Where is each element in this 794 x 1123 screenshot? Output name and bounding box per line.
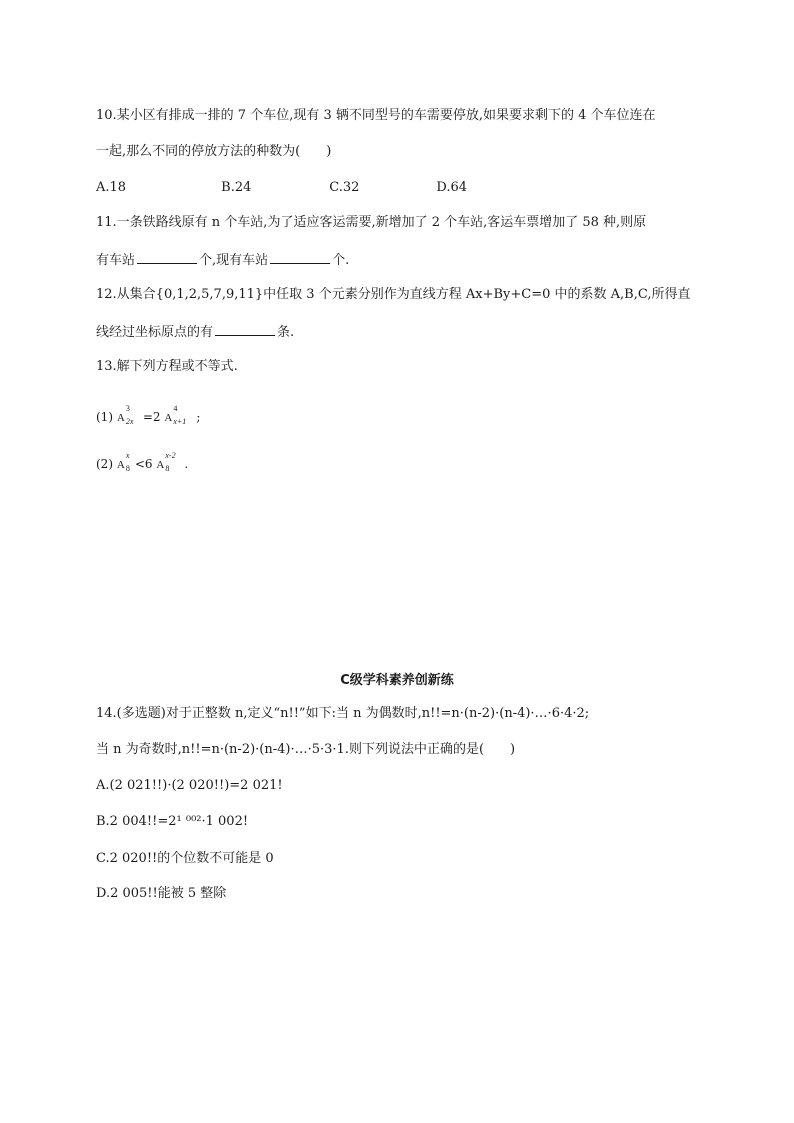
q13-p2-perm1-sup: x — [125, 451, 130, 460]
q14-option-d: D.2 005!!能被 5 整除 — [96, 886, 227, 901]
q11-text-a: 有车站 — [96, 253, 136, 268]
q13-part2 — [96, 451, 189, 473]
q13-p1-perm2-sub: x+1 — [173, 417, 187, 426]
q12-line2 — [96, 323, 294, 341]
q13-p1-label: (1) — [96, 410, 113, 424]
q13-p2-mid: <6 — [134, 457, 153, 471]
q10-option-a: A.18 — [96, 180, 127, 195]
q14-option-b: B.2 004!!=2¹ ⁰⁰²·1 002! — [96, 814, 249, 829]
q13-p1-mid: =2 — [142, 410, 161, 424]
q13-stem: 13.解下列方程或不等式. — [96, 359, 238, 374]
q11-line1: 11.一条铁路线原有 n 个车站,为了适应客运需要,新增加了 2 个车站,客运车票增加了 58 种,则原 — [96, 215, 647, 230]
q13-p1-perm1-letter: A — [116, 412, 125, 424]
q10-option-b: B.24 — [221, 180, 252, 195]
q10-line2: 一起,那么不同的停放方法的种数为( ) — [96, 144, 332, 159]
q14-option-c: C.2 020!!的个位数不可能是 0 — [96, 851, 274, 866]
q14-line2: 当 n 为奇数时,n!!=n·(n-2)·(n-4)·…·5·3·1.则下列说法中正确的是( ) — [96, 742, 516, 757]
q13-p1-end: ; — [196, 410, 201, 424]
q13-p2-perm1-sub: 8 — [125, 464, 130, 473]
q11-blank-current[interactable] — [270, 251, 330, 264]
q10-options — [96, 180, 467, 196]
q13-p1-perm2-letter: A — [164, 412, 173, 424]
q10-option-d: D.64 — [436, 180, 468, 195]
q14-line1: 14.(多选题)对于正整数 n,定义“n!!”如下:当 n 为偶数时,n!!=n·(n-2)·(n-4)·…·6·4·2; — [96, 706, 590, 721]
q13-p2-label: (2) — [96, 457, 113, 471]
q13-p2-perm1 — [116, 451, 135, 473]
q13-p1-perm2 — [164, 404, 196, 426]
section-title: C级学科素养创新练 — [340, 673, 454, 688]
q12-text-a: 线经过坐标原点的有 — [96, 325, 214, 340]
q13-p1-perm2-sup: 4 — [173, 404, 178, 413]
q13-p2-perm2 — [156, 451, 184, 473]
q10-option-c: C.32 — [329, 180, 360, 195]
q14-option-a: A.(2 021!!)·(2 020!!)=2 021! — [96, 778, 283, 793]
q13-p2-perm2-sup: x-2 — [165, 451, 176, 460]
q13-p2-perm2-sub: 8 — [165, 464, 170, 473]
q13-p1-perm1 — [116, 404, 143, 426]
q12-line1: 12.从集合{0,1,2,5,7,9,11}中任取 3 个元素分别作为直线方程 Ax+By+C=0 中的系数 A,B,C,所得直 — [96, 287, 691, 302]
q11-line2 — [96, 251, 349, 269]
q10-line1: 10.某小区有排成一排的 7 个车位,现有 3 辆不同型号的车需要停放,如果要求剩下的 4 个车位连在 — [96, 108, 656, 123]
q12-blank[interactable] — [215, 323, 275, 336]
q13-p1-perm1-sub: 2x — [125, 417, 134, 426]
q13-p2-end: . — [184, 457, 189, 471]
q13-p1-perm1-sup: 3 — [125, 404, 130, 413]
q13-p2-perm2-letter: A — [156, 459, 165, 471]
q11-text-b: 个,现有车站 — [199, 253, 269, 268]
q12-text-b: 条. — [277, 325, 295, 340]
q13-part1 — [96, 404, 201, 426]
q13-p2-perm1-letter: A — [116, 459, 125, 471]
q11-text-c: 个. — [332, 253, 350, 268]
q11-blank-original[interactable] — [137, 251, 197, 264]
